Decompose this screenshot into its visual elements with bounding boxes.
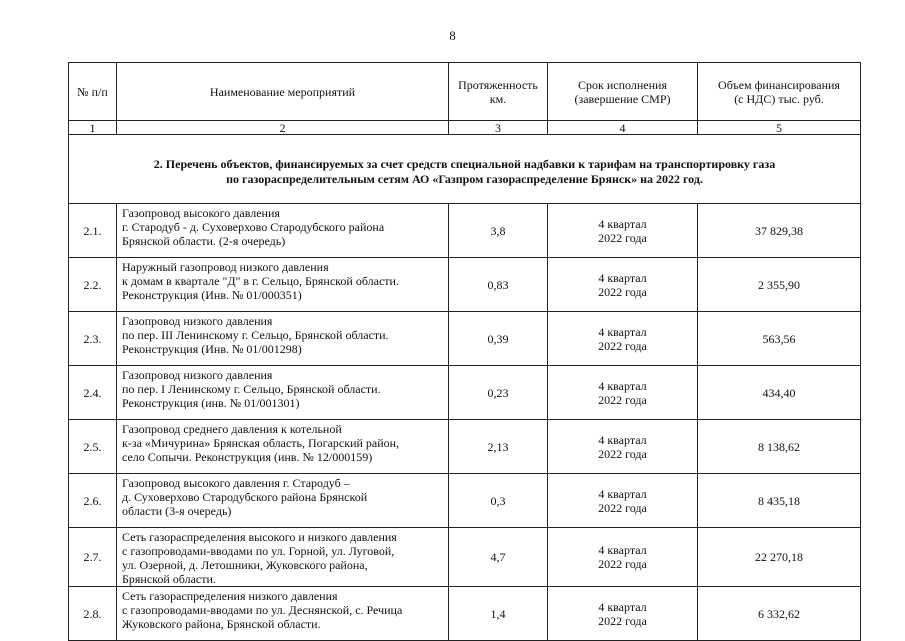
table-header-row — [69, 63, 861, 121]
row-term-line: 4 квартал — [598, 432, 647, 447]
table-body — [69, 204, 861, 641]
row-term-line: 2022 года — [598, 392, 647, 407]
row-length: 2,13 — [449, 420, 548, 474]
header-term-line: (завершение СМР) — [574, 91, 671, 106]
table-row — [69, 587, 861, 641]
row-term-line: 4 квартал — [598, 543, 647, 557]
row-name-line: Газопровод низкого давления — [122, 314, 273, 328]
row-term-line: 2022 года — [598, 557, 647, 571]
row-name — [117, 587, 449, 641]
row-name-line: Реконструкция (Инв. № 01/001298) — [122, 342, 302, 356]
row-name-line: г. Стародуб - д. Суховерхово Стародубского района — [122, 220, 385, 234]
row-length: 1,4 — [449, 587, 548, 641]
row-term-line: 4 квартал — [598, 378, 647, 393]
row-name-line: ул. Озерной, д. Летошники, Жуковского района, — [122, 558, 368, 572]
row-sum: 6 332,62 — [698, 587, 861, 641]
section-title-line: 2. Перечень объектов, финансируемых за счет средств специальной надбавки к тарифам на транспортировку газа — [153, 157, 776, 171]
header-length — [449, 63, 548, 121]
row-sum: 434,40 — [698, 366, 861, 420]
row-name-line: Реконструкция (инв. № 01/001301) — [122, 396, 300, 410]
row-name-line: д. Суховерхово Стародубского района Брянской — [122, 490, 368, 504]
row-name-line: по пер. III Ленинскому г. Сельцо, Брянской области. — [122, 328, 389, 342]
row-term-line: 2022 года — [598, 338, 647, 353]
row-name — [117, 258, 449, 312]
table-row — [69, 474, 861, 528]
column-numbers-row — [69, 121, 861, 135]
table-row — [69, 366, 861, 420]
row-length: 0,83 — [449, 258, 548, 312]
table-row — [69, 204, 861, 258]
column-number: 5 — [698, 121, 861, 135]
row-number: 2.4. — [69, 366, 117, 420]
row-name-line: Газопровод высокого давления — [122, 206, 280, 220]
row-term-line: 4 квартал — [598, 599, 647, 614]
page-number: 8 — [449, 28, 456, 43]
header-name: Наименование мероприятий — [117, 63, 449, 121]
row-term — [548, 474, 698, 528]
row-length: 0,23 — [449, 366, 548, 420]
row-length: 0,39 — [449, 312, 548, 366]
row-length: 0,3 — [449, 474, 548, 528]
header-sum-line: (с НДС) тыс. руб. — [734, 91, 824, 106]
row-number: 2.3. — [69, 312, 117, 366]
header-length-line: Протяженность — [458, 77, 538, 92]
row-name-line: к домам в квартале "Д" в г. Сельцо, Брянской области. — [122, 274, 399, 288]
row-term-line: 4 квартал — [598, 270, 647, 285]
row-sum: 2 355,90 — [698, 258, 861, 312]
row-name-line: село Сопычи. Реконструкция (инв. № 12/000159) — [122, 450, 373, 464]
header-term — [548, 63, 698, 121]
row-term-line: 2022 года — [598, 284, 647, 299]
row-name-line: к-за «Мичурина» Брянская область, Погарский район, — [122, 436, 400, 450]
row-term-line: 2022 года — [598, 500, 647, 515]
row-name-line: Сеть газораспределения низкого давления — [122, 589, 338, 603]
header-sum — [698, 63, 861, 121]
row-term-line: 2022 года — [598, 446, 647, 461]
row-term-line: 4 квартал — [598, 324, 647, 339]
row-number: 2.5. — [69, 420, 117, 474]
row-name — [117, 312, 449, 366]
header-sum-line: Объем финансирования — [718, 77, 840, 92]
row-name-line: с газопроводами-вводами по ул. Деснянской, с. Речица — [122, 603, 403, 617]
column-number: 4 — [548, 121, 698, 135]
row-number: 2.2. — [69, 258, 117, 312]
row-length: 4,7 — [449, 528, 548, 587]
header-term-line: Срок исполнения — [578, 77, 667, 92]
row-term-line: 4 квартал — [598, 486, 647, 501]
row-name-line: Наружный газопровод низкого давления — [122, 260, 329, 274]
section-title-row — [69, 135, 861, 204]
row-sum: 37 829,38 — [698, 204, 861, 258]
header-num: № п/п — [69, 63, 117, 121]
section-title — [69, 135, 861, 204]
table-row — [69, 420, 861, 474]
row-term — [548, 312, 698, 366]
row-sum: 563,56 — [698, 312, 861, 366]
row-number: 2.1. — [69, 204, 117, 258]
row-sum: 8 138,62 — [698, 420, 861, 474]
table-row — [69, 528, 861, 587]
row-number: 2.7. — [69, 528, 117, 587]
row-name-line: с газопроводами-вводами по ул. Горной, ул. Луговой, — [122, 544, 395, 558]
row-name — [117, 366, 449, 420]
row-name-line: Газопровод среднего давления к котельной — [122, 422, 342, 436]
row-name-line: по пер. I Ленинскому г. Сельцо, Брянской области. — [122, 382, 381, 396]
table-row — [69, 312, 861, 366]
row-name-line: Брянской области. (2-я очередь) — [122, 234, 286, 248]
row-number: 2.8. — [69, 587, 117, 641]
row-term — [548, 258, 698, 312]
row-name-line: Газопровод низкого давления — [122, 368, 273, 382]
row-term — [548, 420, 698, 474]
row-name — [117, 420, 449, 474]
section-title-line: по газораспределительным сетям АО «Газпром газораспределение Брянск» на 2022 год. — [226, 172, 703, 186]
row-name-line: Жуковского района, Брянской области. — [122, 617, 321, 631]
header-length-line: км. — [489, 91, 507, 106]
financing-table — [68, 62, 861, 641]
row-term — [548, 366, 698, 420]
row-term — [548, 204, 698, 258]
row-name-line: Брянской области. — [122, 572, 216, 586]
row-length: 3,8 — [449, 204, 548, 258]
row-term-line: 2022 года — [598, 613, 647, 628]
row-name-line: Реконструкция (Инв. № 01/000351) — [122, 288, 302, 302]
row-name-line: Газопровод высокого давления г. Стародуб – — [122, 476, 350, 490]
row-term — [548, 587, 698, 641]
column-number: 1 — [69, 121, 117, 135]
row-name — [117, 474, 449, 528]
row-sum: 22 270,18 — [698, 528, 861, 587]
row-number: 2.6. — [69, 474, 117, 528]
row-sum: 8 435,18 — [698, 474, 861, 528]
row-name — [117, 528, 449, 587]
table-row — [69, 258, 861, 312]
row-term — [548, 528, 698, 587]
row-name-line: области (3-я очередь) — [122, 504, 232, 518]
row-term-line: 4 квартал — [598, 216, 647, 231]
column-number: 2 — [117, 121, 449, 135]
row-name-line: Сеть газораспределения высокого и низкого давления — [122, 530, 397, 544]
row-name — [117, 204, 449, 258]
row-term-line: 2022 года — [598, 230, 647, 245]
column-number: 3 — [449, 121, 548, 135]
